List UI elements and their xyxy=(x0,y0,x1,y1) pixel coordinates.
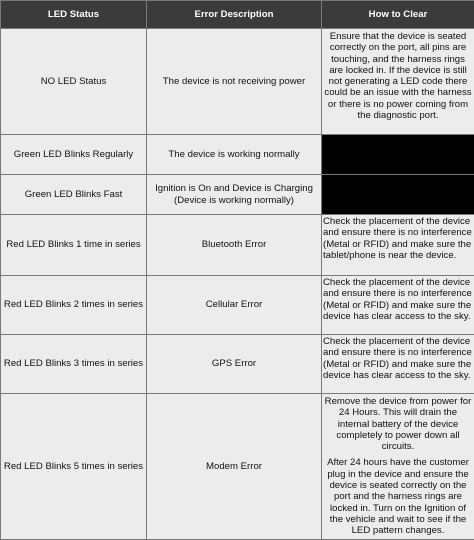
how-to-clear-text: After 24 hours have the customer plug in the device and ensure the device is seated correctly on the port and the harness rings are locked in. Turn on the Ignition of the vehicle and wait to see if the LED pattern changes. xyxy=(324,457,472,536)
table-row xyxy=(1,215,474,276)
led-status-cell: Red LED Blinks 5 times in series xyxy=(1,394,147,540)
how-to-clear-text: Check the placement of the device and ensure there is no interference (Metal or RFID) and make sure the tablet/phone is near the device. xyxy=(323,216,473,261)
header-error-description: Error Description xyxy=(147,1,322,29)
led-status-cell: Green LED Blinks Regularly xyxy=(1,135,147,175)
how-to-clear-text: Check the placement of the device and ensure there is no interference (Metal or RFID) and make sure the device has clear access to the sky. xyxy=(323,336,473,381)
error-description-cell: The device is working normally xyxy=(147,135,322,175)
how-to-clear-cell xyxy=(322,394,474,540)
how-to-clear-text: Remove the device from power for 24 Hours. This will drain the internal battery of the device completely to power down all circuits. xyxy=(324,396,472,452)
led-status-cell: NO LED Status xyxy=(1,29,147,135)
how-to-clear-cell-blank xyxy=(322,175,474,215)
how-to-clear-cell xyxy=(322,335,474,394)
table-row xyxy=(1,175,474,215)
error-description-cell: Modem Error xyxy=(147,394,322,540)
led-status-cell: Red LED Blinks 2 times in series xyxy=(1,276,147,335)
header-row xyxy=(1,1,474,29)
table-row xyxy=(1,335,474,394)
header-how-to-clear: How to Clear xyxy=(322,1,474,29)
error-description-cell: Bluetooth Error xyxy=(147,215,322,276)
header-led-status: LED Status xyxy=(1,1,147,29)
led-status-cell: Green LED Blinks Fast xyxy=(1,175,147,215)
error-description-cell: The device is not receiving power xyxy=(147,29,322,135)
table-row xyxy=(1,394,474,540)
led-status-cell: Red LED Blinks 1 time in series xyxy=(1,215,147,276)
table-row xyxy=(1,29,474,135)
how-to-clear-cell-blank xyxy=(322,135,474,175)
table-row xyxy=(1,135,474,175)
how-to-clear-text: Ensure that the device is seated correctly on the port, all pins are touching, and the harness rings are locked in. If the device is still not generating a LED code there could be an issue with the harness or there is no power coming from the diagnostic port. xyxy=(324,31,472,121)
how-to-clear-cell xyxy=(322,215,474,276)
error-description-cell: Ignition is On and Device is Charging (Device is working normally) xyxy=(147,175,322,215)
how-to-clear-text: Check the placement of the device and ensure there is no interference (Metal or RFID) and make sure the device has clear access to the sky. xyxy=(323,277,473,322)
error-description-cell: GPS Error xyxy=(147,335,322,394)
how-to-clear-cell xyxy=(322,29,474,135)
table-row xyxy=(1,276,474,335)
error-description-cell: Cellular Error xyxy=(147,276,322,335)
led-status-cell: Red LED Blinks 3 times in series xyxy=(1,335,147,394)
how-to-clear-cell xyxy=(322,276,474,335)
